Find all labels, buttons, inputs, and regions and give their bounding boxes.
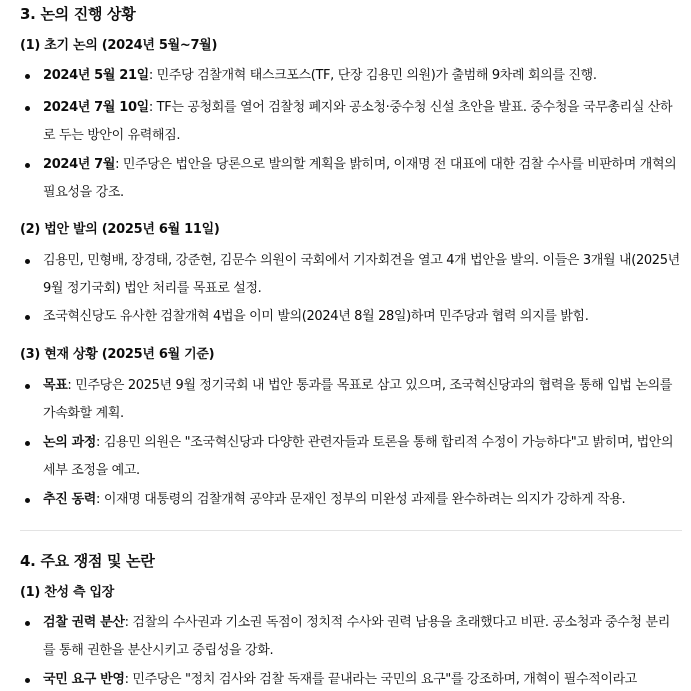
list-item (20, 486, 682, 514)
item-text: : 민주당은 "정치 검사와 검찰 독재를 끝내라는 국민의 요구"를 강조하며, 개혁이 필수적이라고 (124, 672, 637, 687)
item-label: 논의 과정 (43, 435, 97, 450)
item-text: : 민주당은 2025년 9월 정기국회 내 법안 통과를 목표로 삼고 있으며, 조국혁신당과의 협력을 통해 입법 논의를 가속화할 계획. (43, 378, 673, 421)
bullet-icon (25, 74, 30, 79)
list-item (20, 94, 682, 150)
section-4-heading: 4. 주요 쟁점 및 논란 (20, 552, 155, 570)
item-text: 조국혁신당도 유사한 검찰개혁 4법을 이미 발의(2024년 8월 28일)하며 민주당과 협력 의지를 밝힘. (43, 309, 589, 324)
bullet-icon (25, 498, 30, 503)
item-label: 추진 동력 (43, 492, 97, 507)
item-label: 2024년 7월 10일 (43, 100, 149, 115)
list-item (20, 666, 682, 691)
item-label: 국민 요구 반영 (43, 672, 125, 687)
bullet-icon (25, 259, 30, 264)
list-item (20, 303, 682, 331)
subsection-current-status-heading: (3) 현재 상황 (2025년 6월 기준) (20, 347, 215, 362)
section-divider (20, 530, 682, 531)
bullet-icon (25, 678, 30, 683)
bullet-icon (25, 384, 30, 389)
item-text: : 민주당은 법안을 당론으로 발의할 계획을 밝히며, 이재명 전 대표에 대한 검찰 수사를 비판하며 개혁의 필요성을 강조. (43, 157, 677, 200)
item-text: : 민주당 검찰개혁 태스크포스(TF, 단장 김용민 의원)가 출범해 9차례 회의를 진행. (148, 68, 597, 83)
bullet-icon (25, 163, 30, 168)
item-text: 김용민, 민형배, 장경태, 강준현, 김문수 의원이 국회에서 기자회견을 열고 4개 법안을 발의. 이들은 3개월 내(2025년 9월 정기국회) 법안 처리를 목표로 설정. (43, 253, 680, 296)
list-item (20, 609, 682, 665)
subsection-initial-discussion-heading: (1) 초기 논의 (2024년 5월~7월) (20, 38, 218, 53)
bullet-icon (25, 315, 30, 320)
item-label: 검찰 권력 분산 (43, 615, 125, 630)
subsection-supporting-position-heading: (1) 찬성 측 입장 (20, 585, 114, 600)
item-label: 2024년 7월 (43, 157, 116, 172)
item-text: : 김용민 의원은 "조국혁신당과 다양한 관련자들과 토론을 통해 합리적 수정이 가능하다"고 밝히며, 법안의 세부 조정을 예고. (43, 435, 674, 478)
item-text: : TF는 공청회를 열어 검찰청 폐지와 공소청·중수청 신설 초안을 발표. 중수청을 국무총리실 산하로 두는 방안이 유력해짐. (43, 100, 673, 143)
list-item (20, 372, 682, 428)
item-text: : 이재명 대통령의 검찰개혁 공약과 문재인 정부의 미완성 과제를 완수하려는 의지가 강하게 작용. (96, 492, 626, 507)
item-text: : 검찰의 수사권과 기소권 독점이 정치적 수사와 권력 남용을 초래했다고 비판. 공소청과 중수청 분리를 통해 권한을 분산시키고 중립성을 강화. (43, 615, 670, 658)
list-item (20, 62, 682, 90)
list-item (20, 429, 682, 485)
item-label: 목표 (43, 378, 68, 393)
list-item (20, 151, 682, 207)
subsection-bill-proposal-heading: (2) 법안 발의 (2025년 6월 11일) (20, 222, 220, 237)
bullet-icon (25, 621, 30, 626)
bullet-icon (25, 106, 30, 111)
bullet-icon (25, 441, 30, 446)
section-3-heading: 3. 논의 진행 상황 (20, 5, 136, 23)
list-item (20, 247, 682, 303)
item-label: 2024년 5월 21일 (43, 68, 149, 83)
